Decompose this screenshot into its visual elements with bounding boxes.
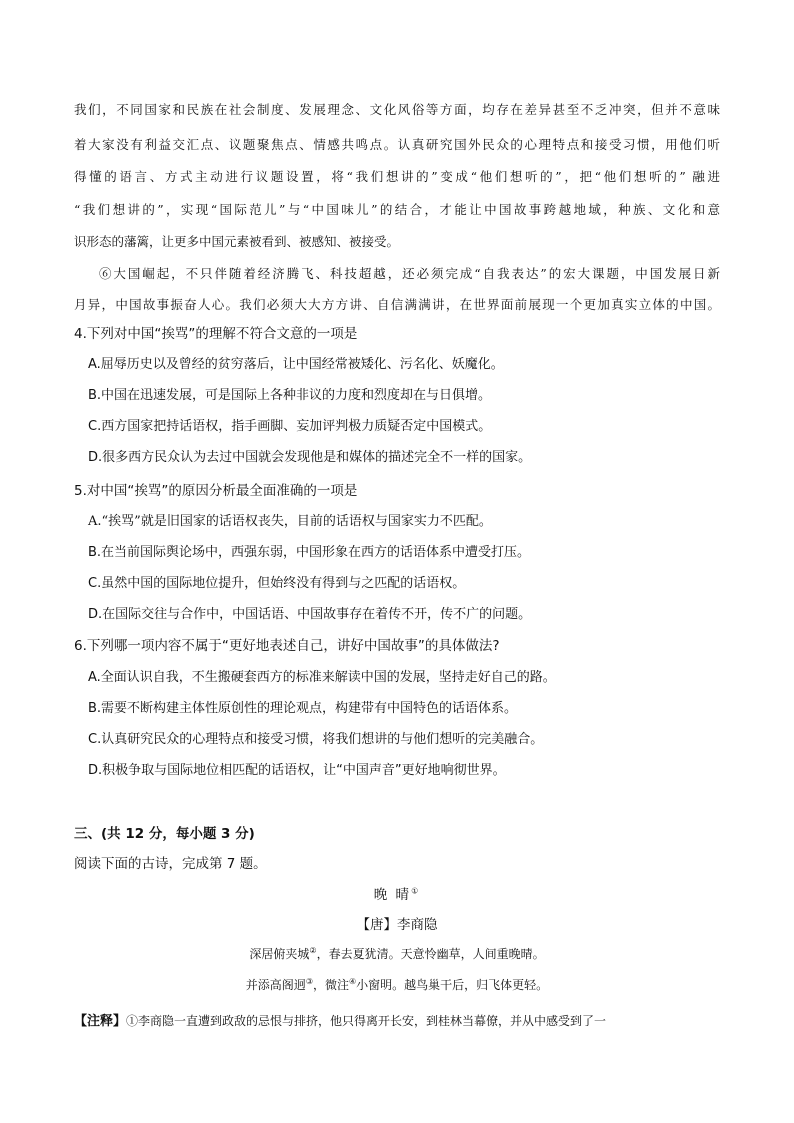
- section-3-instruction: 阅读下面的古诗，完成第 7 题。: [74, 856, 267, 872]
- poem-title: [0, 883, 794, 903]
- section-3-heading: 三、(共 12 分，每小题 3 分): [74, 826, 255, 842]
- poem-author: 【唐】李商隐: [356, 917, 438, 933]
- question-5-option-b[interactable]: B.在当前国际舆论场中，西强东弱，中国形象在西方的话语体系中遭受打压。: [88, 545, 531, 560]
- passage-line: “我们想讲的”，实现“国际范儿”与“中国味儿”的结合，才能让中国故事跨越地域，种族、文化和意: [74, 202, 720, 217]
- paragraph-line: 月异，中国故事振奋人心。我们必须大大方方讲、自信满满讲，在世界面前展现一个更加真实立体的中国。: [74, 297, 720, 312]
- question-6-option-c[interactable]: C.认真研究民众的心理特点和接受习惯，将我们想讲的与他们想听的完美融合。: [88, 732, 544, 747]
- question-5-stem: 5.对中国“挨骂”的原因分析最全面准确的一项是: [74, 483, 358, 499]
- poem-text: 深居俯夹城: [249, 947, 310, 961]
- poem-text: ，春去夏犹清。天意怜幽草，人间重晚晴。: [316, 947, 545, 961]
- paragraph-line: ⑥大国崛起，不只伴随着经济腾飞、科技超越，还必须完成“自我表达”的宏大课题，中国发展日新: [99, 266, 720, 281]
- question-5-option-c[interactable]: C.虽然中国的国际地位提升，但始终没有得到与之匹配的话语权。: [88, 576, 466, 591]
- question-4-option-a[interactable]: A.屈辱历史以及曾经的贫穷落后，让中国经常被矮化、污名化、妖魔化。: [88, 357, 504, 372]
- passage-line: 得懂的语言、方式主动进行议题设置，将“我们想讲的”变成“他们想听的”，把“他们想听的” 融进: [74, 169, 720, 184]
- poem-text: ，微注: [312, 978, 349, 992]
- poem-text: 并添高阁迥: [245, 978, 306, 992]
- question-5-option-a[interactable]: A.“挨骂”就是旧国家的话语权丧失，目前的话语权与国家实力不匹配。: [88, 514, 492, 529]
- footnote-mark: ③: [305, 977, 313, 986]
- question-6-option-d[interactable]: D.积极争取与国际地位相匹配的话语权，让“中国声音”更好地响彻世界。: [88, 763, 506, 778]
- footnote-mark: ①: [411, 886, 421, 896]
- question-6-option-b[interactable]: B.需要不断构建主体性原创性的理论观点，构建带有中国特色的话语体系。: [88, 701, 518, 716]
- poem-notes: [74, 1010, 720, 1029]
- question-4-option-c[interactable]: C.西方国家把持话语权，指手画脚、妄加评判极力质疑否定中国模式。: [88, 419, 492, 434]
- passage-line: 着大家没有利益交汇点、议题聚焦点、情感共鸣点。认真研究国外民众的心理特点和接受习惯，用他们听: [74, 137, 720, 152]
- footnote-mark: ②: [309, 946, 317, 955]
- poem-line-1: [0, 945, 794, 962]
- question-4-stem: 4.下列对中国“挨骂”的理解不符合文意的一项是: [74, 326, 358, 342]
- footnote-mark: ④: [349, 977, 357, 986]
- notes-text: ①李商隐一直遭到政敌的忌恨与排挤，他只得离开长安，到桂林当幕僚，并从中感受到了一: [126, 1014, 607, 1028]
- question-6-stem: 6.下列哪一项内容不属于“更好地表述自己，讲好中国故事”的具体做法?: [74, 638, 500, 654]
- question-4-option-b[interactable]: B.中国在迅速发展，可是国际上各种非议的力度和烈度却在与日俱增。: [88, 388, 492, 403]
- passage-line: 识形态的藩篱，让更多中国元素被看到、被感知、被接受。: [74, 234, 400, 249]
- poem-text: 小窗明。越鸟巢干后，归飞体更轻。: [356, 978, 549, 992]
- question-4-option-d[interactable]: D.很多西方民众认为去过中国就会发现他是和媒体的描述完全不一样的国家。: [88, 450, 532, 465]
- poem-title-text: 晚 晴: [373, 887, 412, 903]
- poem-line-2: [0, 976, 794, 993]
- passage-line: 我们，不同国家和民族在社会制度、发展理念、文化风俗等方面，均存在差异甚至不乏冲突，但并不意味: [74, 102, 720, 117]
- notes-label: 【注释】: [74, 1014, 127, 1029]
- question-5-option-d[interactable]: D.在国际交往与合作中，中国话语、中国故事存在着传不开，传不广的问题。: [88, 607, 532, 622]
- question-6-option-a[interactable]: A.全面认识自我，不生搬硬套西方的标准来解读中国的发展，坚持走好自己的路。: [88, 670, 556, 685]
